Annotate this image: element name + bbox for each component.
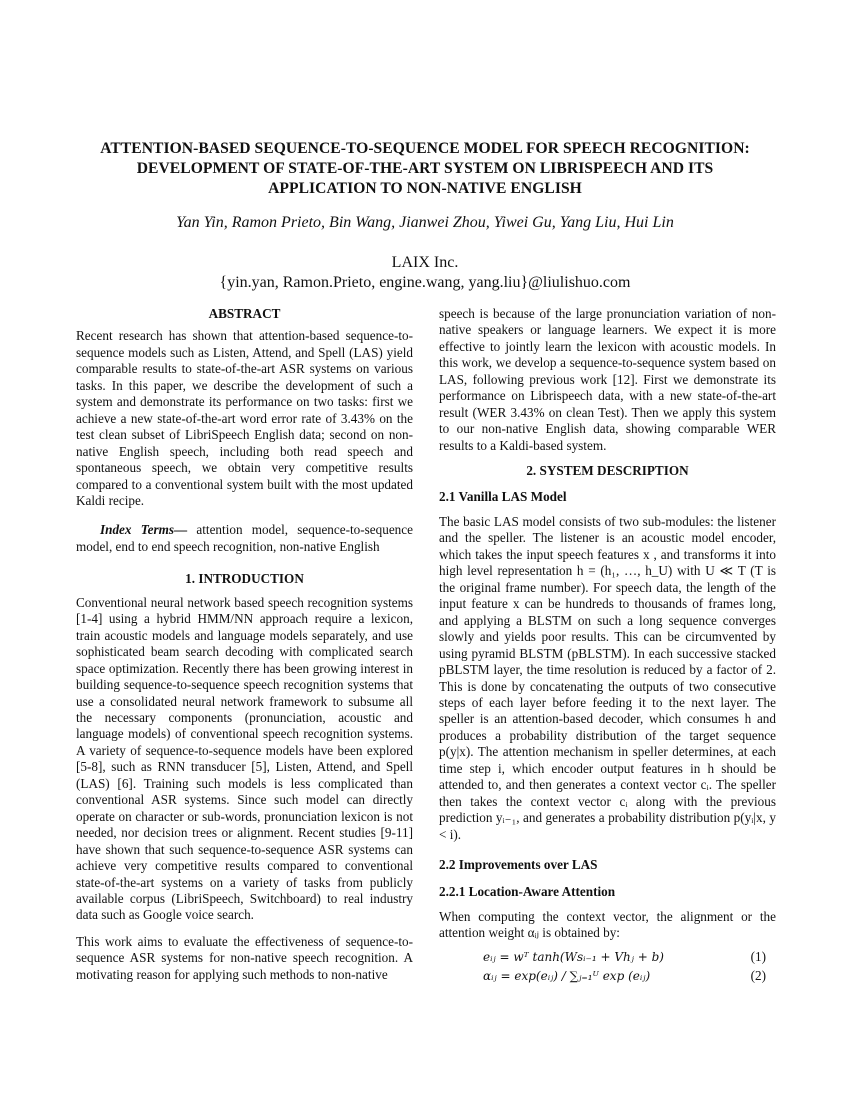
abstract-body: Recent research has shown that attention-based sequence-to-sequence models such as Listen, Attend, and Spell (LAS) yield comparable results to state-of-the-art ASR systems on various tasks. In this paper, we describe the development of such a system and demonstrate its performance on two tasks: first we achieve a new state-of-the-art word error rate of 3.43% on the test clean subset of LibriSpeech English data; second on non-native English speech, including both read speech and spontaneous speech, we obtain very competitive results compared to a conventional system built with the most updated Kaldi recipe.: [76, 328, 413, 508]
intro-paragraph-3: speech is because of the large pronunciation variation of non-native speakers or language learners. We expect it is more effective to jointly learn the lexicon with acoustic models. In this work, we develop a sequence-to-sequence system based on LAS, following previous work [12]. First we demonstrate its performance on Librispeech data, with a new state-of-the-art result (WER 3.43% on clean Test). Then we apply this system to our non-native English data, showing comparable WER results to a Kaldi-based system.: [439, 306, 776, 453]
equation-2-number: (2): [750, 968, 766, 984]
title-line-2: DEVELOPMENT OF STATE-OF-THE-ART SYSTEM ON LIBRISPEECH AND ITS: [136, 160, 714, 177]
author-list: Yan Yin, Ramon Prieto, Bin Wang, Jianwei Zhou, Yiwei Gu, Yang Liu, Hui Lin: [176, 214, 674, 231]
equation-2-expression: αᵢⱼ = exp(eᵢⱼ) / ∑ⱼ₌₁ᵁ exp (eᵢⱼ): [483, 969, 651, 984]
author-emails: {yin.yan, Ramon.Prieto, engine.wang, yang.liu}@liulishuo.com: [219, 274, 631, 291]
equation-2: [439, 967, 776, 986]
system-paragraph-1: The basic LAS model consists of two sub-modules: the listener and the speller. The listener is an acoustic model encoder, which takes the input speech features x , and transforms it into high level representation h = (h₁, …, h_U) with U ≪ T (T is the original frame number). For speech data, the length of the input feature x can be hundreds to thousands of frames long, and applying a BLSTM on such a long sequence converges slowly and yields poor results. This can be circumvented by using pyramid BLSTM (pBLSTM). In each successive stacked pBLSTM layer, the time resolution is reduced by a factor of 2. This is done by concatenating the outputs of two consecutive steps of each layer before feeding it to the next layer. The speller is an attention-based decoder, which consumes h and produces a probability distribution of the target sequence p(y|x). The attention mechanism in speller determines, at each time step i, which encoder output features in h should be attended to, and then generates a context vector cᵢ. The speller then takes the context vector cᵢ along with the previous prediction yᵢ₋₁, and generates a probability distribution p(yᵢ|x, y < i).: [439, 513, 776, 842]
system-heading: 2. SYSTEM DESCRIPTION: [526, 463, 689, 479]
index-terms: [76, 522, 413, 555]
index-terms-text: attention model, sequence-to-sequence model, end to end speech recognition, non-native English: [76, 522, 413, 554]
system-paragraph-2: When computing the context vector, the alignment or the attention weight αᵢⱼ is obtained by:: [439, 908, 776, 941]
paper-title: [60, 139, 790, 199]
index-terms-label: Index Terms—: [100, 522, 188, 538]
affiliation: LAIX Inc.: [391, 254, 459, 271]
improvements-heading: 2.2 Improvements over LAS: [439, 857, 598, 873]
intro-paragraph-2: This work aims to evaluate the effectiveness of sequence-to-sequence ASR systems for non-native speech recognition. A motivating reason for applying such methods to non-native: [76, 933, 413, 982]
right-column: [439, 306, 776, 986]
abstract-heading: ABSTRACT: [208, 306, 281, 321]
affiliation-block: [60, 253, 790, 293]
title-line-3: APPLICATION TO NON-NATIVE ENGLISH: [268, 180, 582, 197]
equation-1: [439, 948, 776, 967]
equation-1-expression: eᵢⱼ = wᵀ tanh(Wsᵢ₋₁ + Vhⱼ + b): [483, 950, 664, 965]
title-line-1: ATTENTION-BASED SEQUENCE-TO-SEQUENCE MODEL FOR SPEECH RECOGNITION:: [100, 140, 750, 157]
intro-heading: 1. INTRODUCTION: [185, 571, 304, 587]
intro-paragraph-1: Conventional neural network based speech recognition systems [1-4] using a hybrid HMM/NN approach require a lexicon, train acoustic models and language models separately, and use sophisticated beam search decoding with complicated search space optimization. Recently there has been growing interest in building sequence-to-sequence speech recognition systems that use a consolidated neural network framework to subsume all the necessary components (pronunciation, acoustic and language models) of conventional speech recognition systems. A variety of sequence-to-sequence models have been explored [5-8], such as RNN transducer [5], Listen, Attend, and Spell (LAS) [6]. Training such models is less complicated than conventional ASR systems. Since such model can directly operate on character or sub-words, pronunciation lexicon is not needed, nor decision trees or alignment. Recent studies [9-11] have shown that such sequence-to-sequence ASR systems can achieve very competitive results compared to conventional state-of-the-art systems on a variety of tasks from publicly available corpus (LibriSpeech, Switchboard) to real industry data such as Google voice search.: [76, 594, 413, 923]
equation-1-number: (1): [750, 949, 766, 965]
vanilla-las-heading: 2.1 Vanilla LAS Model: [439, 488, 567, 504]
left-column: [76, 306, 413, 983]
location-aware-heading: 2.2.1 Location-Aware Attention: [439, 883, 616, 899]
